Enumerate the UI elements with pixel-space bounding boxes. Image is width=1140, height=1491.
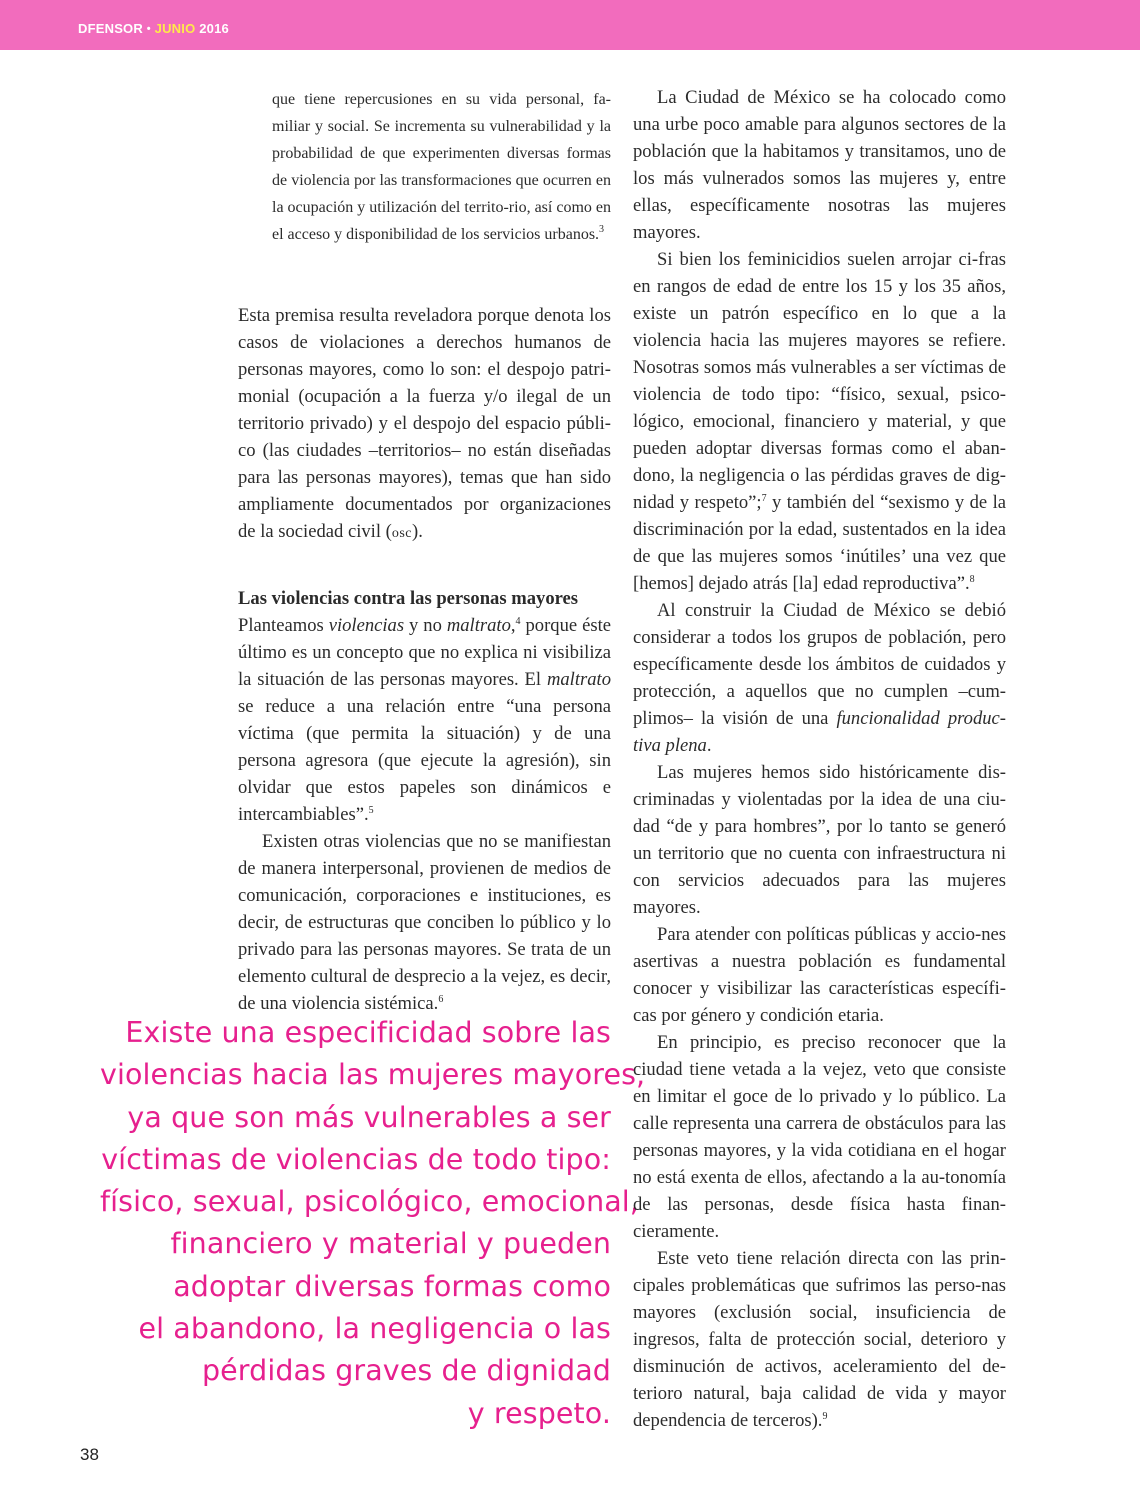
pull-quote-line: adoptar diversas formas como [173, 1269, 611, 1303]
italic-term: violencias [328, 615, 405, 636]
header-bar [0, 0, 1140, 50]
pull-quote-line: pérdidas graves de dignidad [201, 1354, 611, 1388]
header-month: JUNIO [154, 21, 196, 36]
pull-quote-line: financiero y material y pueden [170, 1227, 611, 1261]
pull-quote-line: y respeto. [467, 1396, 611, 1430]
footnote-ref: 3 [599, 224, 605, 235]
paragraph-text: Esta premisa resulta reveladora porque denota los casos de violaciones a derechos humanos de personas mayores, como lo son: el despojo patri-monial (ocupación a la fuerza y/o ilegal de un territorio privado) y el despojo del espacio públi-co (las ciudades –territorios– no están diseñadas para las personas mayores), temas que han sido ampliamente documentados por organizaciones de la sociedad civil ( [238, 305, 611, 542]
paragraph-text: y no [404, 615, 447, 636]
running-header [78, 21, 229, 36]
left-paragraph-2: Planteamos violencias y no maltrato,$^4$ porque éste último es un concepto que no explica ni visibiliza la situación de las personas mayores. El maltrato se reduce a una relación entre “una persona víctima (que permita la situación) y de una persona agresora (que ejecute la agresión), sin olvidar que estos papeles son dinámicos e intercambiables”.$^5$ [238, 615, 611, 825]
footnote-ref: 6 [438, 994, 444, 1005]
italic-term: funcionalidad produc-tiva plena [633, 708, 1006, 756]
paragraph-text: porque éste último es un concepto que no explica ni visibiliza la situación de las personas mayores. El [238, 615, 611, 690]
right-paragraph-4: Las mujeres hemos sido históricamente dis-criminadas y violentadas por la idea de una ciu-dad “de y para hombres”, por lo tanto se generó un territorio que no cuenta con infraestructura ni con servicios adecuados para las mujeres mayores. [633, 762, 1006, 918]
paragraph-text: ). [412, 521, 423, 542]
paragraph-text: . [706, 735, 712, 756]
paragraph-text: se reduce a una relación entre “una persona víctima (que permita la situación) y de una persona agresora (que ejecute la agresión), sin olvidar que estos papeles son dinámicos e intercambiables”. [238, 696, 611, 825]
pull-quote-line: el abandono, la negligencia o las [138, 1312, 611, 1346]
left-paragraph-3 [238, 828, 611, 1017]
pull-quote-line: violencias hacia las mujeres mayores, [100, 1058, 646, 1092]
italic-term: maltrato [446, 615, 511, 636]
footnote-ref: 7 [761, 493, 767, 504]
paragraph-text: Existen otras violencias que no se manifiestan de manera interpersonal, provienen de medios de comunicación, corporaciones e instituciones, es decir, de estructuras que conciben lo público y lo privado para las personas mayores. Se trata de un elemento cultural de desprecio a la vejez, es decir, de una violencia sistémica. [238, 831, 612, 1014]
page-number: 38 [80, 1445, 99, 1464]
footnote-ref: 5 [368, 805, 374, 816]
footnote-ref: 4 [515, 616, 521, 627]
header-separator: • [146, 23, 151, 35]
left-paragraph-1 [238, 302, 611, 547]
pull-quote-line: Existe una especificidad sobre las [125, 1016, 611, 1049]
right-paragraph-3 [633, 597, 1006, 759]
pull-quote-line: físico, sexual, psicológico, emocional, [100, 1185, 639, 1219]
pull-quote-line: ya que son más vulnerables a ser [127, 1100, 611, 1134]
paragraph-text: y también del “sexismo y de la discriminación por la edad, sustentados en la idea de que las mujeres somos ‘inútiles’ una vez que [hemos] dejado atrás [la] edad reproductiva”. [633, 492, 1006, 594]
paragraph-text: Este veto tiene relación directa con las prin-cipales problemáticas que sufrimos las perso-nas mayores (exclusión social, insuficiencia de ingresos, falta de protección social, deterioro y disminución de activos, aceleramiento del de-terioro natural, baja calidad de vida y mayor dependencia de terceros). [633, 1248, 1006, 1431]
italic-term: maltrato [546, 669, 611, 690]
footnote-ref: 9 [822, 1411, 828, 1422]
right-paragraph-2 [633, 246, 1006, 597]
acronym-osc: osc [391, 526, 413, 541]
right-paragraph-7 [633, 1245, 1006, 1434]
quote-paragraph [272, 86, 611, 248]
paragraph-text: Si bien los feminicidios suelen arrojar ci-fras en rangos de edad de entre los 15 y los 35 años, existe un patrón específico en lo que a la violencia hacia las mujeres mayores se refiere. Nosotras somos más vulnerables a ser víctimas de violencia de todo tipo: “físico, sexual, psico-lógico, emocional, financiero y material, y que pueden adoptar diversas formas como el aban-dono, la negligencia o las pérdidas graves de dig-nidad y respeto”; [633, 249, 1006, 513]
paragraph-text: Al construir la Ciudad de México se debió considerar a todos los grupos de población, pero específicamente desde los ámbitos de cuidados y protección, a aquellos que no cumplen –cum-plimos– la visión de una [633, 600, 1006, 729]
right-column [633, 84, 1006, 1434]
right-paragraph-5: Para atender con políticas públicas y accio-nes asertivas a nuestra población es fundamental conocer y visibilizar las características específi-cas por género y condición etaria. [633, 924, 1006, 1026]
block-quote [272, 86, 611, 248]
paragraph-text: Planteamos [238, 615, 329, 636]
right-paragraph-6: En principio, es preciso reconocer que la ciudad tiene vetada a la vejez, veto que consiste en limitar el goce de lo privado y lo público. La calle representa una carrera de obstáculos para las personas mayores, y la vida cotidiana en el hogar no está exenta de ellos, afectando a la au-tonomía de las personas, desde física hasta finan-cieramente. [633, 1032, 1006, 1242]
publication-name: DFENSOR [78, 21, 143, 36]
footnote-ref: 8 [969, 574, 975, 585]
pull-quote-line: víctimas de violencias de todo tipo: [101, 1142, 611, 1176]
section-heading: Las violencias contra las personas mayores [238, 588, 579, 609]
right-paragraph-1: La Ciudad de México se ha colocado como una urbe poco amable para algunos sectores de la población que la habitamos y transitamos, uno de los más vulnerados somos las mujeres y, entre ellas, específicamente nosotras las mujeres mayores. [633, 87, 1006, 243]
header-year: 2016 [199, 21, 229, 36]
quote-text: que tiene repercusiones en su vida personal, fa-miliar y social. Se incrementa su vulnerabilidad y la probabilidad de que experimenten diversas formas de violencia por las transformaciones que ocurren en la ocupación y utilización del territo-rio, así como en el acceso y disponibilidad de los servicios urbanos. [272, 91, 611, 243]
left-column [238, 302, 611, 1017]
pull-quote [100, 1012, 646, 1435]
